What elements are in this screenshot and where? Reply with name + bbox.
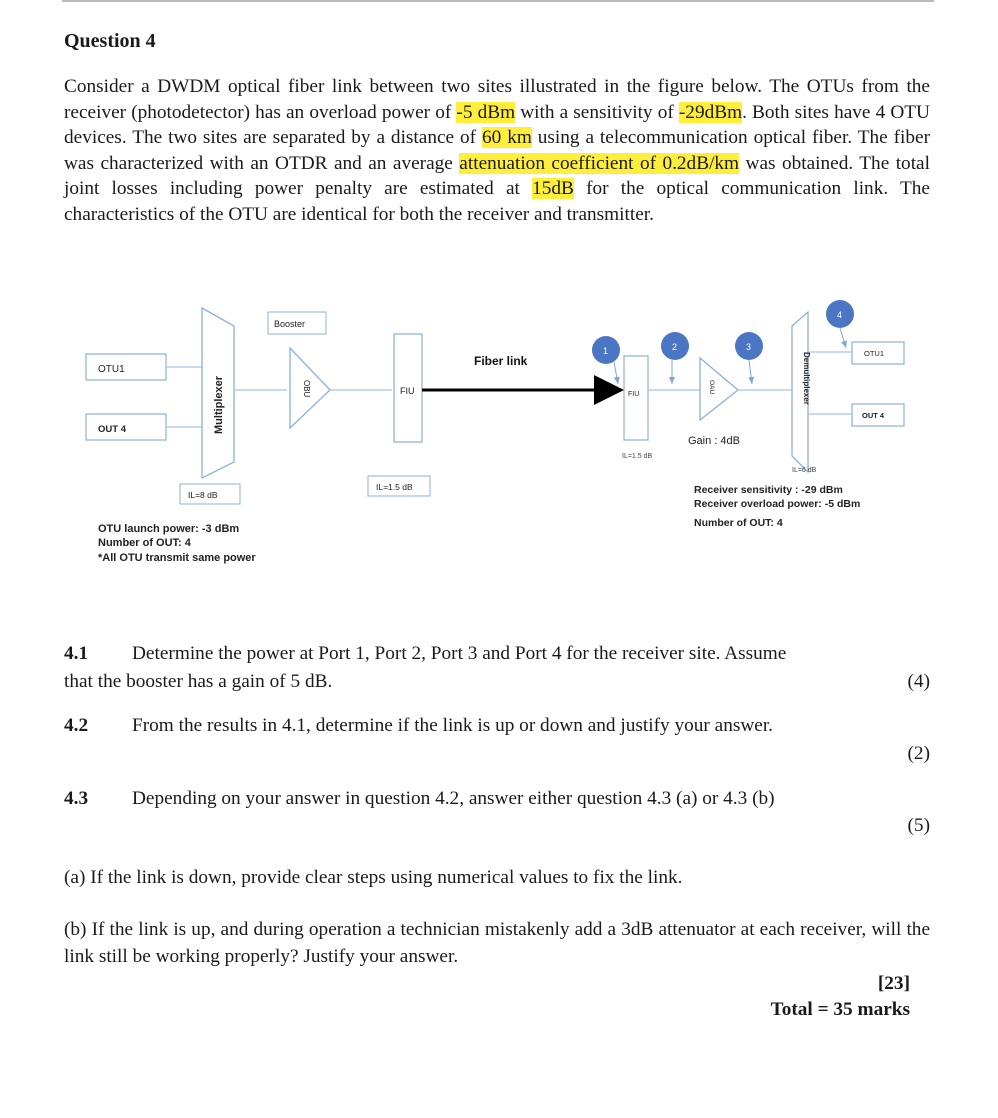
tx-booster-label: Booster [274,319,306,329]
section-marks: [23] [877,973,910,994]
rx-sensitivity: Receiver sensitivity : -29 dBm [694,484,843,496]
total-marks: Total = 35 marks [770,999,910,1020]
tx-num-out: Number of OUT: 4 [98,537,191,549]
q43-text: Depending on your answer in question 4.2, answer either question 4.3 (a) or 4.3 (b) [132,788,775,809]
tx-mux-label: Multiplexer [213,375,225,434]
fiber-link-label: Fiber link [474,354,528,368]
rx-overload: Receiver overload power: -5 dBm [694,498,861,510]
rx-fiu-box [624,356,648,440]
tx-mux-loss-label: IL=8 dB [188,490,218,500]
rx-num-out: Number of OUT: 4 [694,517,783,529]
tx-launch-power: OTU launch power: -3 dBm [98,523,240,535]
tx-fiu-box [394,334,422,442]
q43-mark: (5) [907,815,930,836]
question-4-1 [64,640,930,667]
rx-oau-label: OAU [708,380,715,395]
rx-demux-label: Demultiplexer [802,352,811,405]
highlight-sensitivity: -29dBm [678,101,743,123]
rx-demultiplexer [792,312,811,472]
rx-otu1-box [852,342,904,364]
question-title: Question 4 [64,30,156,52]
port-2-label: 2 [672,342,678,352]
q42-number: 4.2 [64,715,89,736]
tx-otu1-label: OTU1 [98,364,125,375]
port-3-label: 3 [746,342,752,352]
rx-otu1-label: OTU1 [864,349,885,358]
tx-fiu-loss-label: IL=1.5 dB [376,482,413,492]
tx-obu-amplifier [290,348,330,428]
tx-fiu-loss-box [368,476,430,496]
port-1-marker [592,336,620,384]
question-4-2-mark-row [64,740,930,767]
tx-out4-box [86,414,166,440]
q41-mark: (4) [907,671,930,692]
rx-out4-box [852,404,904,426]
question-4-1-cont [64,668,930,695]
tx-obu-label: OBU [302,380,311,398]
port-3-marker [735,332,763,384]
tx-out4-label: OUT 4 [98,424,126,435]
question-4-3 [64,785,930,812]
tx-fiu-label: FIU [400,386,415,396]
q41-number: 4.1 [64,643,89,664]
q42-text: From the results in 4.1, determine if the link is up or down and justify your answer. [132,715,774,736]
question-4-2 [64,712,930,739]
question-4-3-b: (b) If the link is up, and during operation a technician mistakenly add a 3dB attenuator at each receiver, will the link still be working properly? Justify your answer. [64,919,930,967]
rx-demux-loss-label: IL=6 dB [792,467,817,474]
rx-fiu-label: FIU [628,391,640,398]
rx-oau-amplifier [700,358,738,420]
question-intro: Consider a DWDM optical fiber link between two sites illustrated in the figure below. The OTUs from the receiver (photodetector) has an overload power of -5 dBm with a sensitivity of -29dBm. Both sites have 4 OTU devices. The two sites are separated by a distance of 60 km using a telecommunication optical fiber. The fiber was characterized with an OTDR and an average attenuation coefficient of 0.2dB/km was obtained. The total joint losses including power penalty are estimated at 15dB for the optical communication link. The characteristics of the OTU are identical for both the receiver and transmitter. [64,76,930,225]
tx-otu1-box [86,354,166,380]
rx-gain-label: Gain : 4dB [688,435,740,447]
port-2-marker [661,332,689,384]
port-1-label: 1 [603,346,609,356]
port-4-label: 4 [837,310,843,320]
port-4-marker [826,300,854,348]
highlight-distance: 60 km [482,127,532,149]
highlight-attenuation: attenuation coefficient of 0.2dB/km [459,152,740,174]
top-divider [62,0,934,2]
tx-mux-loss-box [180,484,240,504]
question-4-3-a: (a) If the link is down, provide clear steps using numerical values to fix the link. [64,867,683,888]
highlight-joint-loss: 15dB [532,178,574,200]
highlight-overload: -5 dBm [456,101,516,123]
dwdm-link-diagram [62,296,942,596]
rx-out4-label: OUT 4 [862,411,885,420]
tx-note: *All OTU transmit same power [98,552,256,564]
tx-multiplexer [202,308,234,478]
question-4-3-mark-row [64,812,930,839]
rx-fiu-loss-label: IL=1.5 dB [622,453,653,460]
q41-text-2: that the booster has a gain of 5 dB. [64,671,333,692]
q41-text: Determine the power at Port 1, Port 2, Port 3 and Port 4 for the receiver site. Assume [132,643,787,664]
q43-number: 4.3 [64,788,89,809]
tx-booster-label-box [268,312,326,334]
q42-mark: (2) [907,743,930,764]
